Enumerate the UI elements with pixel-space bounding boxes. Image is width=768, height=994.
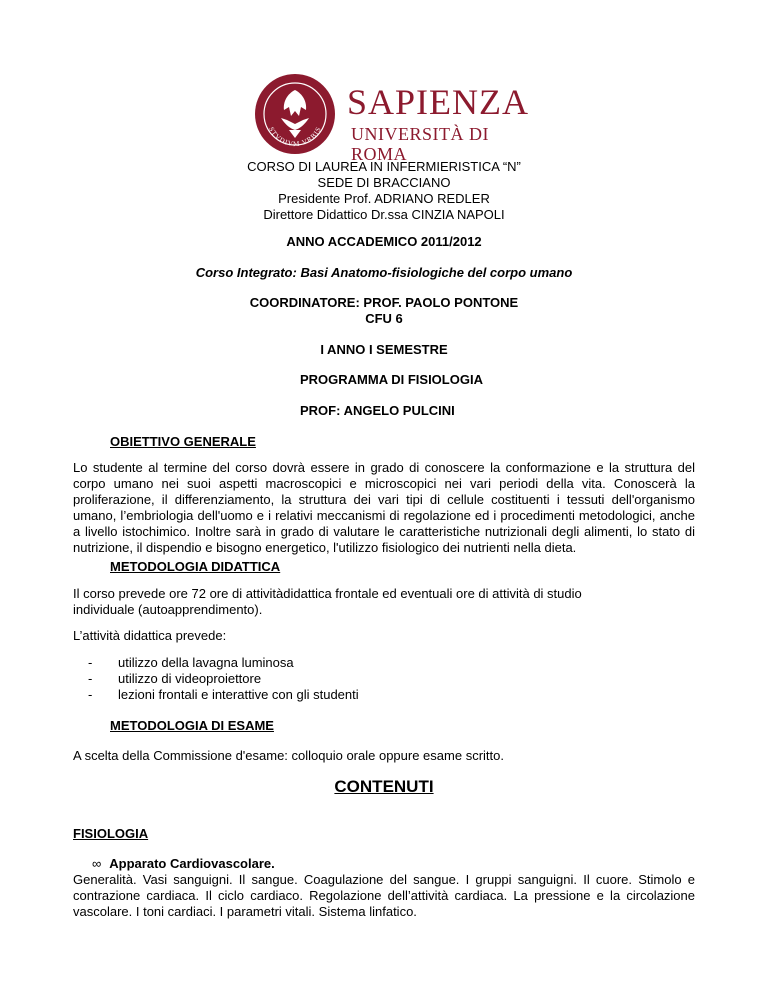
topic-heading bbox=[92, 856, 275, 871]
physiology-text: Generalità. Vasi sanguigni. Il sangue. Coagulazione del sangue. I gruppi sanguigni. Il cuore. Stimolo e contrazione cardiaca. Il ciclo cardiaco. Regolazione dell’attività cardiaca. La pressione e la circolazione vascolare. I toni cardiaci. I parametri vitali. Sistema linfatico. bbox=[73, 872, 695, 919]
methodology-text: Il corso prevede ore 72 ore di attivitàdidattica frontale ed eventuali ore di attività di studio individuale (autoapprendimento). bbox=[73, 586, 582, 617]
header-line-4: Direttore Didattico Dr.ssa CINZIA NAPOLI bbox=[263, 207, 505, 222]
svg-text:STVDIVM VRBIS: STVDIVM VRBIS bbox=[267, 125, 324, 149]
header-line-3: Presidente Prof. ADRIANO REDLER bbox=[278, 191, 490, 206]
dash-icon: - bbox=[88, 655, 93, 670]
list-item: - lezioni frontali e interattive con gli studenti bbox=[88, 687, 359, 702]
semester: I ANNO I SEMESTRE bbox=[320, 342, 448, 357]
professor: PROF: ANGELO PULCINI bbox=[300, 403, 455, 418]
academic-year: ANNO ACCADEMICO 2011/2012 bbox=[286, 234, 482, 249]
dash-icon: - bbox=[88, 671, 93, 686]
methodology-intro: L’attività didattica prevede: bbox=[73, 628, 227, 643]
header-line-2: SEDE DI BRACCIANO bbox=[317, 175, 451, 190]
topic-title: Apparato Cardiovascolare. bbox=[109, 856, 275, 871]
dash-icon: - bbox=[88, 687, 93, 702]
sapienza-logo bbox=[253, 72, 530, 164]
course-header bbox=[0, 159, 768, 223]
exam-text: A scelta della Commissione d'esame: colloquio orale oppure esame scritto. bbox=[73, 748, 504, 763]
section-heading-physiology: FISIOLOGIA bbox=[73, 826, 149, 841]
contents-title-wrap bbox=[0, 777, 768, 797]
section-heading-methodology: METODOLOGIA DIDATTICA bbox=[110, 559, 281, 574]
program-title: PROGRAMMA DI FISIOLOGIA bbox=[300, 372, 483, 387]
header-line-1: CORSO DI LAUREA IN INFERMIERISTICA “N” bbox=[247, 159, 521, 174]
list-item: - utilizzo di videoproiettore bbox=[88, 671, 262, 686]
contents-title: CONTENUTI bbox=[334, 777, 434, 796]
section-heading-exam: METODOLOGIA DI ESAME bbox=[110, 718, 274, 733]
section-heading-objective: OBIETTIVO GENERALE bbox=[110, 434, 256, 449]
coordinator-block bbox=[0, 295, 768, 327]
infinity-bullet-icon: ∞ bbox=[92, 856, 102, 871]
course-title: Corso Integrato: Basi Anatomo-fisiologiche del corpo umano bbox=[195, 265, 573, 280]
list-item: - utilizzo della lavagna luminosa bbox=[88, 655, 294, 670]
cfu: CFU 6 bbox=[365, 311, 403, 326]
objective-text: Lo studente al termine del corso dovrà essere in grado di conoscere la conformazione e la struttura del corpo umano nei suoi aspetti macroscopici e microscopici nei vari periodi della vita. Conoscerà la proliferazione, il differenziamento, la struttura dei vari tipi di cellule costituenti i tessuti dell'organismo umano, l’embriologia dell'uomo e i relativi meccanismi di regolazione ed i procedimenti metodologici, anche a livello istochimico. Inoltre sarà in grado di valutare le caratteristiche nutrizionali degli alimenti, lo stato di nutrizione, il dispendio e bisogno energetico, l'utilizzo fisiologico dei nutrienti nella dieta. bbox=[73, 460, 695, 555]
coordinator: COORDINATORE: PROF. PAOLO PONTONE bbox=[249, 295, 519, 310]
university-subtitle: UNIVERSITÀ DI ROMA bbox=[351, 124, 489, 164]
methodology-list bbox=[88, 655, 359, 703]
sapienza-wordmark: SAPIENZA bbox=[347, 82, 530, 122]
